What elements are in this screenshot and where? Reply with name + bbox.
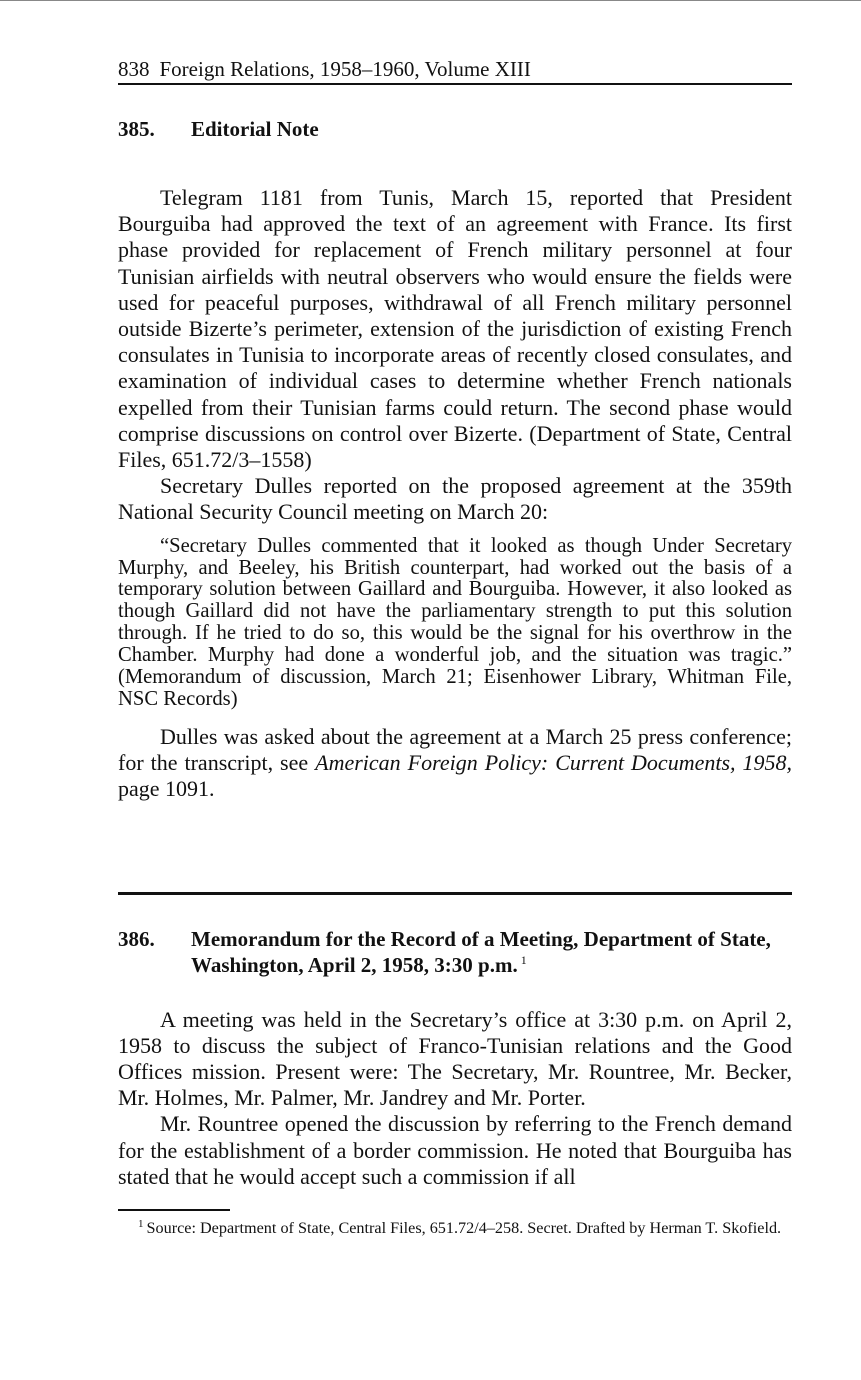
page-number: 838 [118, 57, 150, 81]
section-divider [118, 892, 792, 895]
doc-386-paragraph-1: A meeting was held in the Secretary’s office at 3:30 p.m. on April 2, 1958 to discuss the subject of Franco-Tunisian relations and the Good Offices mission. Present were: The Secretary, Mr. Rountree, Mr. Becker, Mr. Holmes, Mr. Palmer, Mr. Jandrey and Mr. Porter. [118, 1006, 792, 1111]
footnote-rule [118, 1209, 230, 1211]
doc-385-number: 385. [118, 117, 155, 141]
doc-385-p3-page: page 1091. [118, 776, 215, 802]
doc-385-paragraph-3 [118, 724, 792, 803]
doc-386-number: 386. [118, 926, 155, 951]
doc-386-heading [118, 926, 792, 978]
doc-385-quote: “Secretary Dulles commented that it looked as though Under Secretary Murphy, and Beeley, his British counterpart, had worked out the basis of a temporary solution between Gaillard and Bourguiba. However, it also looked as though Gaillard did not have the parliamentary strength to put this solution through. If he tried to do so, this would be the signal for his overthrow in the Chamber. Murphy had done a wonderful job, and the situation was tragic.” (Memorandum of discussion, March 21; Eisenhower Library, Whitman File, NSC Records) [118, 534, 792, 710]
document-page [118, 56, 792, 1238]
doc-385-p3-text: Dulles was asked about the agreement at a March 25 press conference; for the transcript, see [118, 723, 792, 776]
footnote-1-marker: 1 [138, 1217, 144, 1230]
doc-386-title-text: Memorandum for the Record of a Meeting, Department of State, Washington, April 2, 1958, 3:30 p.m. [191, 926, 771, 977]
doc-385-paragraph-1: Telegram 1181 from Tunis, March 15, reported that President Bourguiba had approved the text of an agreement with France. Its first phase provided for replacement of French military personnel at four Tunisian airfields with neutral observers who would ensure the fields were used for peaceful purposes, withdrawal of all French military personnel outside Bizerte’s perimeter, extension of the jurisdiction of existing French consulates in Tunisia to incorporate areas of recently closed consulates, and examination of individual cases to determine whether French nationals expelled from their Tunisian farms could return. The second phase would comprise discussions on control over Bizerte. (Department of State, Central Files, 651.72/3–1558) [118, 185, 792, 473]
doc-386-footnote-marker: 1 [520, 952, 527, 967]
footnote-1 [118, 1218, 792, 1238]
doc-385-heading [118, 116, 792, 142]
footnote-1-text: Source: Department of State, Central Files, 651.72/4–258. Secret. Drafted by Herman T. Skofield. [146, 1218, 782, 1237]
doc-385-p3-citation: American Foreign Policy: Current Documents, 1958, [315, 750, 792, 776]
top-edge-rule [0, 0, 861, 1]
doc-385-title: Editorial Note [191, 117, 319, 141]
doc-385-paragraph-2: Secretary Dulles reported on the proposed agreement at the 359th National Security Council meeting on March 20: [118, 473, 792, 525]
doc-386-paragraph-2: Mr. Rountree opened the discussion by referring to the French demand for the establishment of a border commission. He noted that Bourguiba has stated that he would accept such a commission if all [118, 1111, 792, 1189]
doc-386-title [191, 926, 792, 978]
volume-title: Foreign Relations, 1958–1960, Volume XIII [159, 57, 531, 81]
running-head [118, 56, 792, 85]
